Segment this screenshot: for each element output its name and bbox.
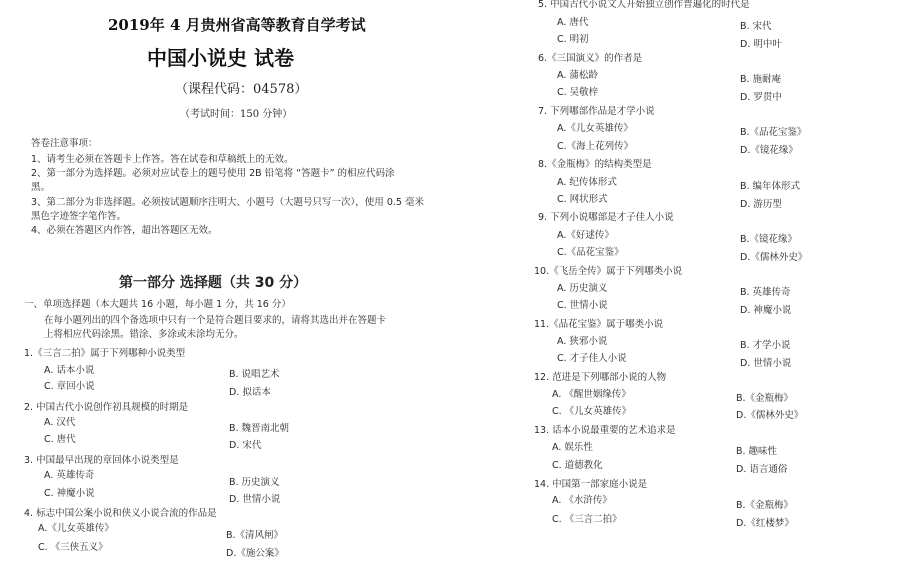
exam-time: （考试时间：150 分钟） [180,109,293,120]
question-stem: 13. 话本小说最重要的艺术追求是 [534,425,676,436]
option-c: C. 《三言二拍》 [552,514,622,525]
option-b: B. 施耐庵 [740,74,782,85]
option-a: A. 汉代 [44,417,76,428]
option-a: A. 蒲松龄 [557,70,598,81]
option-b: B. 历史演义 [229,477,280,488]
question-stem: 4. 标志中国公案小说和侠义小说合流的作品是 [24,508,217,519]
option-a: A. 历史演义 [557,283,608,294]
note-line: 4、必须在答题区内作答，超出答题区无效。 [31,225,218,236]
option-c: C. 才子佳人小说 [557,353,627,364]
option-c: C. 《三侠五义》 [38,542,108,553]
option-d: D.《儒林外史》 [740,252,808,263]
option-b: B. 英雄传奇 [740,287,791,298]
option-a: A. 《醒世姻缘传》 [552,389,631,400]
option-c: C. 《儿女英雄传》 [552,406,632,417]
question-stem: 12. 范进是下列哪部小说的人物 [534,372,667,383]
notes-title: 答卷注意事项： [31,138,98,149]
question-stem: 1.《三言二拍》属于下列哪种小说类型 [24,348,186,359]
option-c: C. 唐代 [44,434,76,445]
option-c: C. 世情小说 [557,300,608,311]
question-stem: 11.《品花宝鉴》属于哪类小说 [534,319,664,330]
option-a: A. 娱乐性 [552,442,593,453]
option-d: D.《镜花缘》 [740,145,798,156]
option-c: C.《海上花列传》 [557,141,634,152]
question-stem: 5. 中国古代小说文人开始独立创作普遍化的时代是 [538,0,750,10]
question-stem: 8.《金瓶梅》的结构类型是 [538,159,652,170]
option-b: B.《金瓶梅》 [736,393,794,404]
option-a: A.《儿女英雄传》 [557,123,633,134]
option-b: B.《品花宝鉴》 [740,127,807,138]
option-b: B. 趣味性 [736,446,778,457]
option-b: B. 编年体形式 [740,181,801,192]
question-stem: 7. 下列哪部作品是才学小说 [538,106,655,117]
option-d: D. 神魔小说 [740,305,792,316]
question-stem: 2. 中国古代小说创作初具规模的时期是 [24,402,189,413]
option-c: C. 道德教化 [552,460,603,471]
option-c: C. 吴敬梓 [557,87,599,98]
option-a: A. 纪传体形式 [557,177,617,188]
section-title: 一、单项选择题（本大题共 16 小题，每小题 1 分，共 16 分） [24,299,291,310]
section-instruction: 上将相应代码涂黑。错涂、多涂或未涂均无分。 [44,329,244,340]
option-d: D. 世情小说 [229,494,281,505]
option-d: D. 游历型 [740,199,782,210]
option-a: A. 英雄传奇 [44,470,95,481]
option-a: A. 唐代 [557,17,589,28]
option-d: D. 语言通俗 [736,464,788,475]
option-b: B. 宋代 [740,21,772,32]
option-a: A. 狭邪小说 [557,336,608,347]
option-b: B. 才学小说 [740,340,791,351]
option-d: D. 明中叶 [740,39,782,50]
question-stem: 14. 中国第一部家庭小说是 [534,479,648,490]
part1-title: 第一部分 选择题（共 30 分） [119,275,308,291]
section-instruction: 在每小题列出的四个备选项中只有一个是符合题目要求的，请将其选出并在答题卡 [44,315,387,326]
course-title: 中国小说史 试卷 [147,46,294,70]
option-a: A. 《水浒传》 [552,495,612,506]
option-d: D. 世情小说 [740,358,792,369]
option-a: A.《好逑传》 [557,230,614,241]
option-c: C. 神魔小说 [44,488,95,499]
option-d: D.《红楼梦》 [736,518,794,529]
course-code: （课程代码：04578） [175,82,308,97]
note-line: 黑。 [31,182,51,193]
option-d: D.《施公案》 [226,548,284,559]
option-d: D.《儒林外史》 [736,410,804,421]
question-stem: 9. 下列小说哪部是才子佳人小说 [538,212,674,223]
option-c: C.《品花宝鉴》 [557,247,624,258]
question-stem: 10.《飞岳全传》属于下列哪类小说 [534,266,683,277]
option-d: D. 宋代 [229,440,262,451]
option-b: B.《镜花缘》 [740,234,798,245]
question-stem: 3. 中国最早出现的章回体小说类型是 [24,455,179,466]
option-b: B.《金瓶梅》 [736,500,794,511]
option-d: D. 罗贯中 [740,92,782,103]
note-line: 3、第二部分为非选择题。必须按试题顺序注明大、小题号（大题号只写一次），使用 0.5 毫米 [31,197,424,208]
question-stem: 6.《三国演义》的作者是 [538,53,643,64]
option-c: C. 章回小说 [44,381,95,392]
exam-title: 2019年 4 月贵州省高等教育自学考试 [108,16,366,34]
option-b: B. 说唱艺术 [229,369,280,380]
note-line: 2、第一部分为选择题。必须对应试卷上的题号使用 2B 铅笔将 “答题卡” 的相应代码涂 [31,168,395,179]
option-a: A.《儿女英雄传》 [38,523,114,534]
option-c: C. 网状形式 [557,194,608,205]
option-b: B. 魏晋南北朝 [229,423,290,434]
option-c: C. 明初 [557,34,589,45]
option-a: A. 话本小说 [44,365,95,376]
option-b: B.《清风闸》 [226,530,284,541]
note-line: 黑色字迹签字笔作答。 [31,211,127,222]
note-line: 1、请考生必须在答题卡上作答。答在试卷和草稿纸上的无效。 [31,154,294,165]
option-d: D. 拟话本 [229,387,271,398]
